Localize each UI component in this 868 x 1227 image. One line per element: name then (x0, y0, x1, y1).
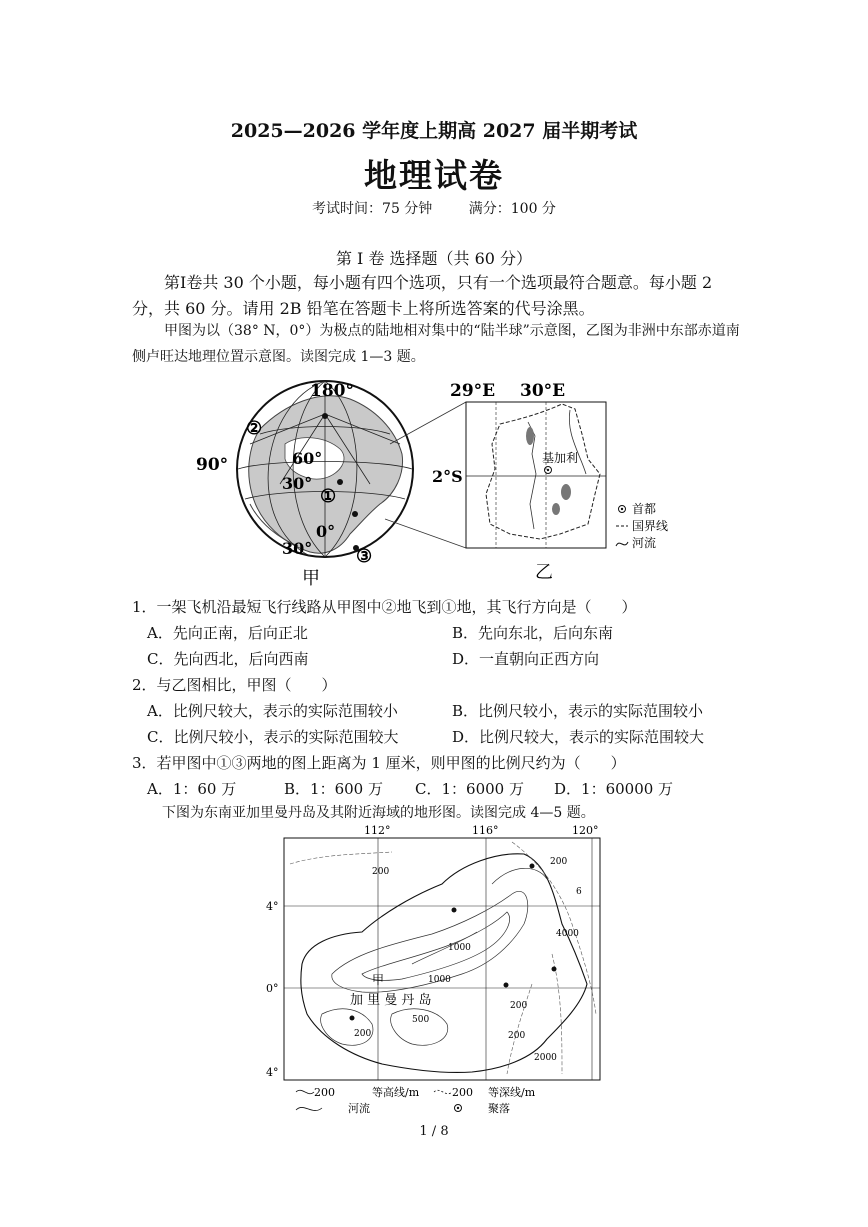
caption-yi: 乙 (535, 562, 553, 583)
contour-label: 200 (550, 857, 568, 867)
contour-label: 200 (508, 1031, 526, 1041)
exam-info (0, 198, 868, 218)
q3-option-a: A．1：60 万 (147, 780, 237, 798)
page-number: 1 / 8 (419, 1124, 449, 1139)
legend-contour: 等高线/m (372, 1086, 420, 1099)
q1-option-a: A．先向正南，后向正北 (147, 624, 308, 642)
q2-option-c: C．比例尺较小，表示的实际范围较大 (147, 728, 399, 746)
question-2: 2．与乙图相比，甲图（ ） (132, 676, 337, 694)
exam-time: 考试时间：75 分钟 (312, 201, 433, 217)
lon-116: 116° (472, 824, 499, 837)
place-jia: 甲 (372, 973, 385, 987)
legend-border: 国界线 (632, 519, 669, 533)
legend-depth-value: 200 (452, 1086, 473, 1099)
q3-option-b: B．1：600 万 (284, 780, 383, 798)
lon-120: 120° (572, 824, 599, 837)
lon-112: 112° (364, 824, 391, 837)
point-2: ② (246, 418, 263, 439)
label-30e: 30°E (520, 381, 566, 401)
legend-river: 河流 (632, 536, 657, 550)
caption-jia: 甲 (302, 568, 320, 588)
lat-4n: 4° (266, 900, 279, 913)
point-1: ① (320, 486, 337, 507)
q2-option-d: D．比例尺较大，表示的实际范围较大 (452, 728, 705, 746)
legend-depth: 等深线/m (488, 1086, 536, 1099)
contour-label: 200 (372, 867, 390, 877)
rwanda-map (432, 381, 668, 583)
contour-label: 1000 (428, 975, 451, 985)
label-30s: 30° (282, 539, 313, 558)
label-60: 60° (292, 449, 323, 468)
label-90: 90° (196, 455, 229, 475)
label-kigali: 基加利 (542, 451, 579, 465)
contour-label: 2000 (534, 1053, 557, 1063)
contour-label: 500 (412, 1015, 430, 1025)
label-29e: 29°E (450, 381, 496, 401)
figure-borneo-map (262, 824, 622, 1120)
exam-score: 满分：100 分 (468, 201, 556, 217)
question-3: 3．若甲图中①③两地的图上距离为 1 厘米，则甲图的比例尺约为（ ） (132, 754, 626, 772)
q3-option-c: C．1：6000 万 (415, 780, 524, 798)
question-1: 1．一架飞机沿最短飞行线路从甲图中②地飞到①地，其飞行方向是（ ） (132, 598, 637, 616)
contour-label: 4000 (556, 929, 579, 939)
intro-q1-3: 甲图为以（38° N，0°）为极点的陆地相对集中的“陆半球”示意图，乙图为非洲中东部赤道南侧卢旺达地理位置示意图。读图完成 1—3 题。 (132, 323, 740, 365)
q1-option-b: B．先向东北，后向东南 (452, 624, 614, 642)
contour-label: 6 (576, 887, 582, 897)
figure-globe-and-map (190, 374, 680, 588)
intro-q4-5: 下图为东南亚加里曼丹岛及其附近海域的地形图。读图完成 4—5 题。 (162, 805, 595, 821)
label-180: 180° (310, 381, 354, 401)
q2-option-b: B．比例尺较小，表示的实际范围较小 (452, 702, 704, 720)
lat-4s: 4° (266, 1066, 279, 1079)
q1-option-c: C．先向西北，后向西南 (147, 650, 309, 668)
legend-settlement: 聚落 (488, 1102, 510, 1115)
contour-label: 200 (354, 1029, 372, 1039)
label-0: 0° (316, 522, 336, 541)
island-name: 加 里 曼 丹 岛 (350, 993, 432, 1008)
subject-title: 地理试卷 (364, 156, 504, 195)
section-heading: 第 Ⅰ 卷 选择题（共 60 分） (335, 249, 533, 268)
globe-figure (196, 381, 413, 588)
contour-label: 200 (510, 1001, 528, 1011)
q3-option-d: D．1：60000 万 (554, 780, 674, 798)
point-3: ③ (356, 546, 373, 567)
legend-capital: 首都 (632, 502, 657, 516)
legend-river: 河流 (348, 1102, 370, 1115)
legend-contour-value: 200 (314, 1086, 335, 1099)
exam-title: 2025—2026 学年度上期高 2027 届半期考试 (230, 120, 638, 142)
label-30n: 30° (282, 474, 313, 493)
q1-option-d: D．一直朝向正西方向 (452, 650, 600, 668)
section-instructions: 第Ⅰ卷共 30 个小题，每小题有四个选项，只有一个选项最符合题意。每小题 2 分，共 60 分。请用 2B 铅笔在答题卡上将所选答案的代号涂黑。 (132, 273, 713, 318)
lat-0: 0° (266, 982, 279, 995)
label-2s: 2°S (432, 467, 463, 486)
contour-label: 1000 (448, 943, 471, 953)
q2-option-a: A．比例尺较大，表示的实际范围较小 (147, 702, 398, 720)
